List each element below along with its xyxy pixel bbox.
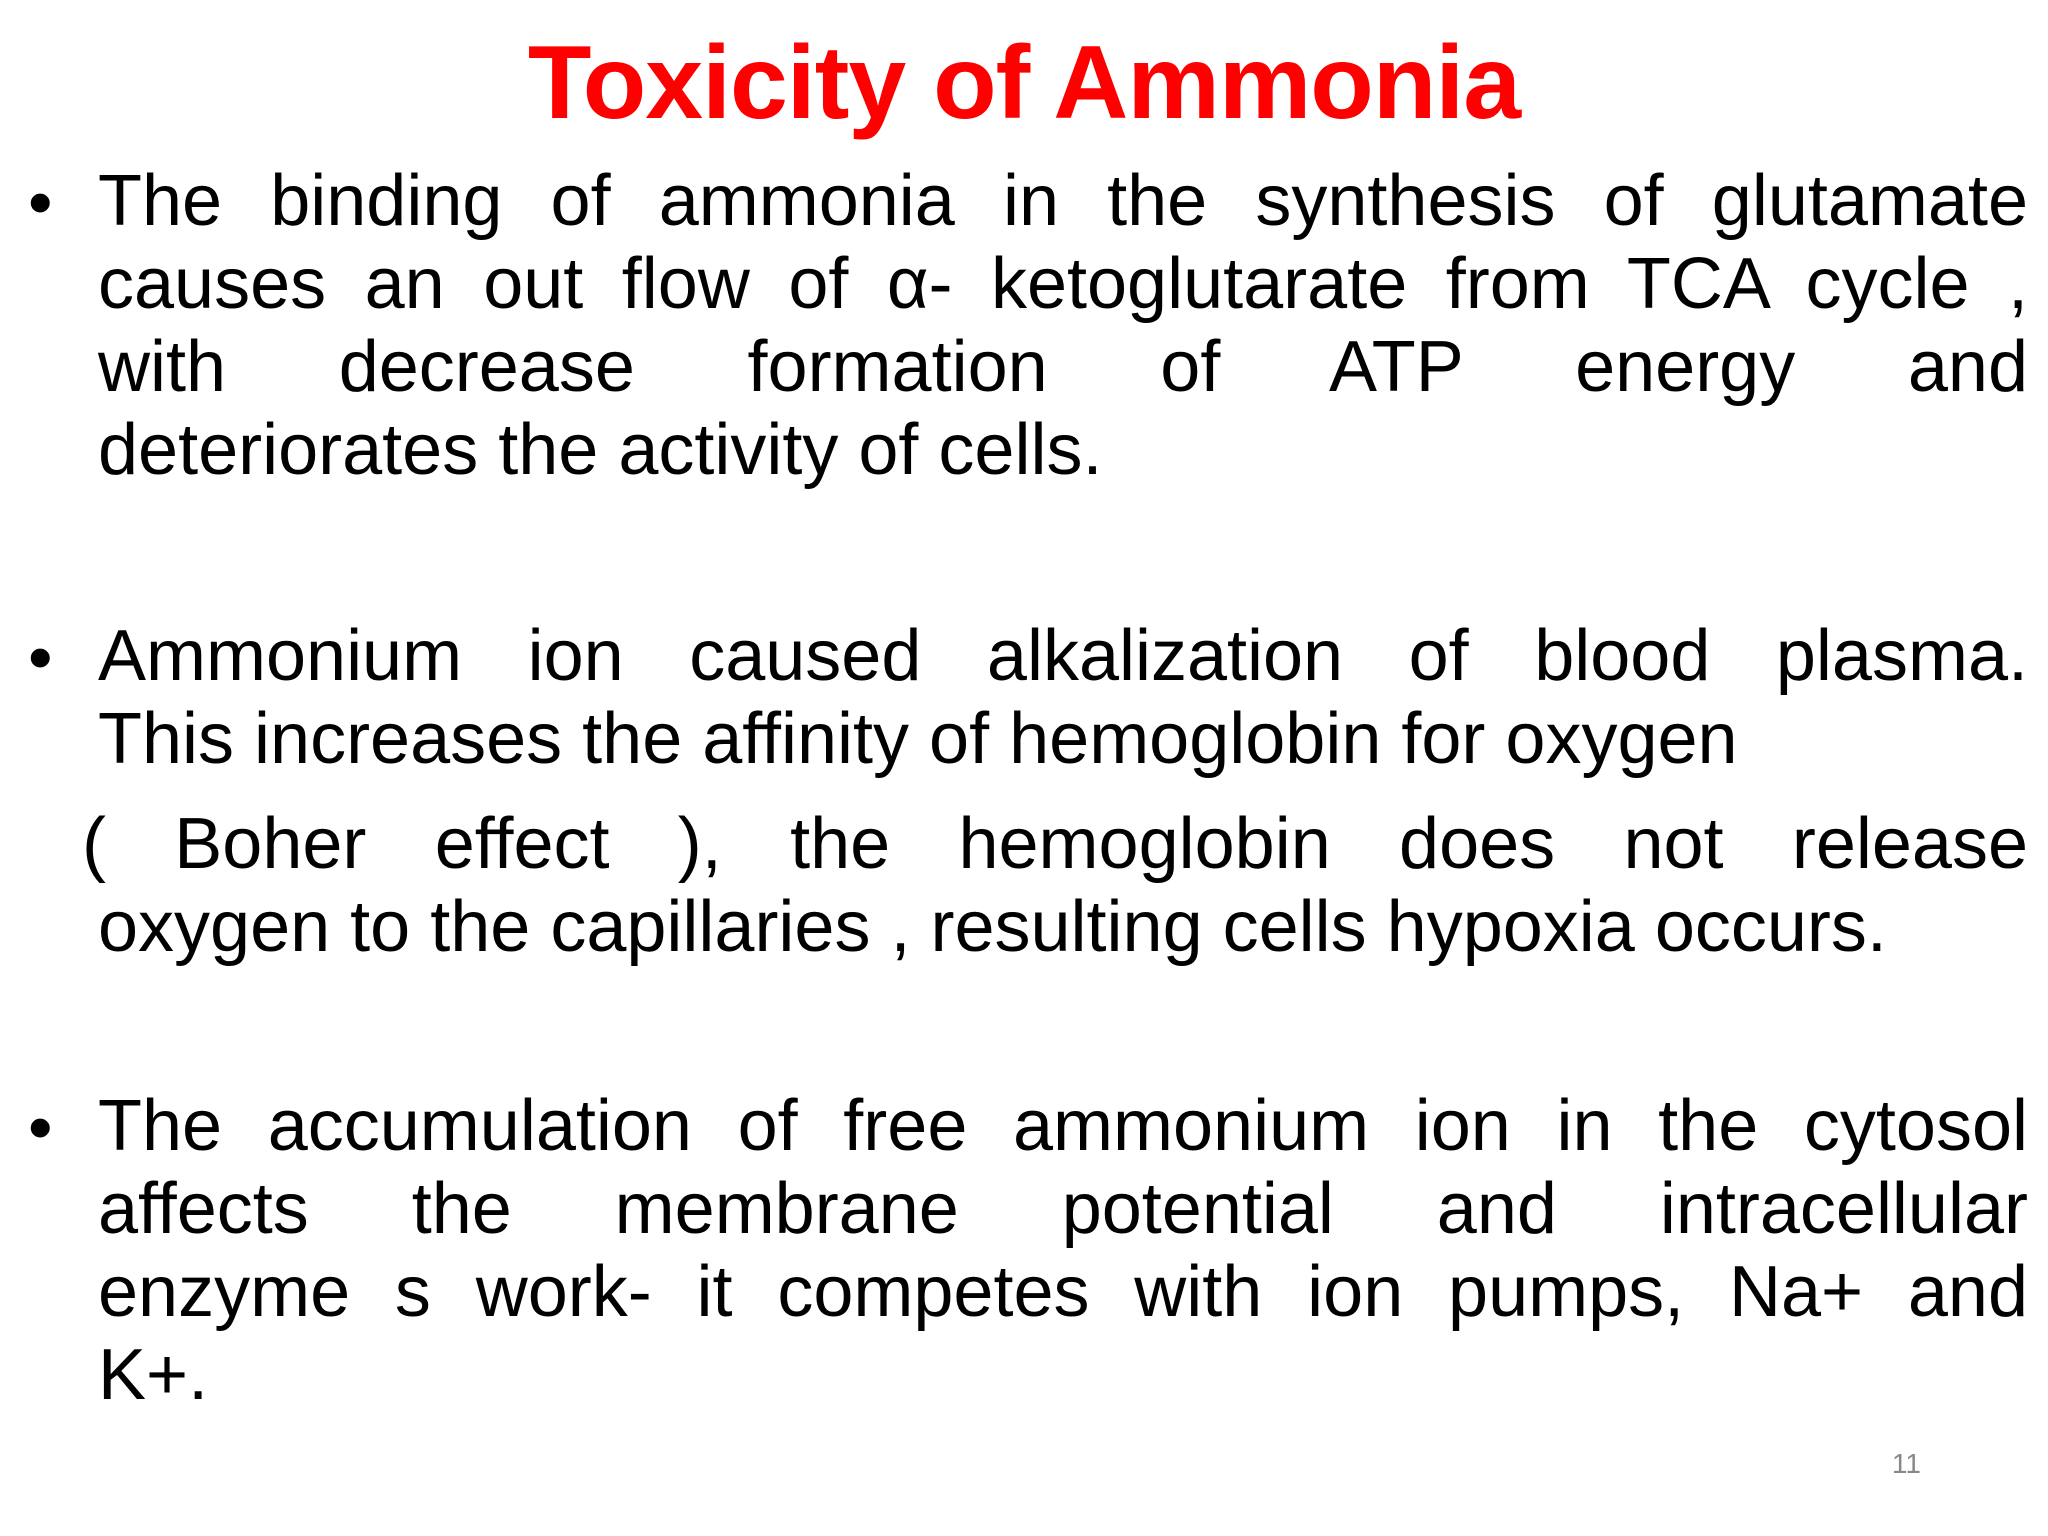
bullet-line: with decrease formation of ATP energy and (98, 327, 2028, 407)
bullet-line: The accumulation of free ammonium ion in the cytosol (98, 1086, 2028, 1166)
bullet-line: ( Boher effect ), the hemoglobin does not release (82, 804, 2028, 884)
bullet-line: enzyme s work- it competes with ion pumps, Na+ and (98, 1252, 2028, 1332)
slide-title: Toxicity of Ammonia (527, 25, 1521, 141)
paragraph-gap (98, 781, 2028, 803)
bullet-line: oxygen to the capillaries , resulting cells hypoxia occurs. (98, 887, 1887, 967)
bullet-line: The binding of ammonia in the synthesis of glutamate (98, 161, 2028, 241)
bullet-line: affects the membrane potential and intracellular (98, 1169, 2028, 1249)
bullet-icon: • (28, 618, 53, 696)
bullet-line: This increases the affinity of hemoglobin for oxygen (98, 699, 1738, 779)
bullet-icon: • (28, 163, 53, 241)
bullet-line: deteriorates the activity of cells. (98, 410, 1103, 490)
bullet-text (98, 160, 2028, 492)
bullet-line: causes an out flow of α- ketoglutarate from TCA cycle , (98, 244, 2028, 324)
bullet-line: Ammonium ion caused alkalization of blood plasma. (98, 616, 2028, 696)
bullet-text (98, 1085, 2028, 1417)
bullet-line: K+. (98, 1335, 209, 1415)
bullet-icon: • (28, 1088, 53, 1166)
page-number: 11 (1891, 1448, 1921, 1479)
bullet-text (82, 615, 2028, 969)
